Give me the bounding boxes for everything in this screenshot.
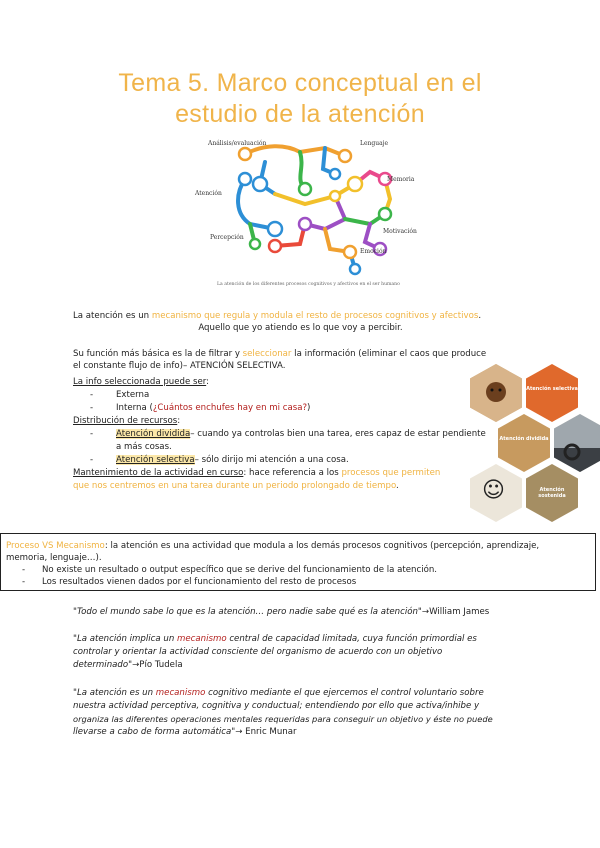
proceso-bullet-1: - No existe un resultado o output específico que se derive del funcionamiento de la atención. (22, 565, 438, 575)
dist-item-selectiva: - Atención selectiva– sólo dirijo mi atención a una cosa. (90, 455, 349, 465)
hex-label-selectiva: Atención selectiva (526, 386, 578, 392)
title-line-1: Tema 5. Marco conceptual en el (118, 69, 482, 97)
info-heading: La info seleccionada puede ser: (73, 377, 210, 387)
function-line-1: Su función más básica es la de filtrar y seleccionar la información (eliminar el caos que produce (73, 349, 487, 359)
mantenimiento-line-1: Mantenimiento de la actividad en curso: hace referencia a los procesos que permiten (73, 468, 441, 478)
hex-label-dividida: Atención dividida (499, 436, 549, 442)
quote-munar-line-4: llevarse a cabo de forma automática"→ Enric Munar (73, 727, 297, 737)
page-title (0, 68, 600, 130)
intro-statement: Aquello que yo atiendo es lo que voy a percibir. (198, 323, 403, 333)
brain-label-emocion: Emoción (360, 248, 387, 255)
intro-paragraph: La atención es un mecanismo que regula y modula el resto de procesos cognitivos y afectivos. (73, 311, 482, 321)
proceso-mecanismo-line-2: memoria, lenguaje…). (6, 553, 102, 563)
brain-label-analisis: Análisis/evaluación (208, 140, 267, 147)
dog-photo-icon (470, 364, 522, 422)
info-item-externa: - Externa (90, 390, 150, 400)
hex-atencion-selectiva (526, 364, 578, 422)
quote-munar-line-1: "La atención es un mecanismo cognitivo mediante el que ejercemos el control voluntario sobre (73, 688, 484, 698)
hex-photo-dog (470, 364, 522, 422)
title-line-2: estudio de la atención (175, 100, 425, 128)
proceso-bullet-2: - Los resultados vienen dados por el funcionamiento del resto de procesos (22, 577, 357, 587)
info-item-interna: - Interna (¿Cuántos enchufes hay en mi casa?) (90, 403, 311, 413)
brain-label-percepcion: Percepción (210, 234, 244, 241)
brain-label-memoria: Memoria (387, 176, 415, 183)
brain-network-illustration (205, 134, 435, 294)
attention-hexagons (468, 364, 600, 528)
hex-label-sostenida: Atención sostenida (538, 487, 566, 499)
dist-item-dividida-cont: a más cosas. (116, 442, 172, 452)
brain-label-lenguaje: Lenguaje (360, 140, 389, 147)
proceso-mecanismo-line-1: Proceso VS Mecanismo: la atención es una actividad que modula a los demás procesos cognitivos (percepción, aprendizaje, (6, 541, 540, 551)
brain-label-atencion: Atención (195, 190, 222, 197)
dist-heading: Distribución de recursos: (73, 416, 181, 426)
dist-item-dividida: - Atención dividida– cuando ya controlas bien una tarea, eres capaz de estar pendiente (90, 429, 486, 439)
hex-photo-car (554, 414, 600, 472)
car-dashboard-photo-icon (554, 414, 600, 472)
hex-atencion-dividida (498, 414, 550, 472)
brain-label-motivacion: Motivación (383, 228, 417, 235)
brain-diagram (195, 134, 435, 294)
quote-munar-line-2: nuestra actividad perceptiva, cognitiva y conductual; entendiendo por ello que activa/inhibe y (73, 701, 480, 711)
quote-tudela-line-3: determinado"→Pío Tudela (73, 660, 183, 670)
quote-tudela-line-1: "La atención implica un mecanismo central de capacidad limitada, cuya función primordial es (73, 634, 477, 644)
quote-william-james: "Todo el mundo sabe lo que es la atención… pero nadie sabe qué es la atención"→William James (73, 607, 490, 617)
mantenimiento-line-2: que nos centremos en una tarea durante un periodo prolongado de tiempo. (73, 481, 399, 491)
function-line-2: el constante flujo de info)– ATENCIÓN SELECTIVA. (73, 361, 286, 371)
smiley-icon: ☺ (482, 478, 505, 503)
brain-caption: La atención de los diferentes procesos cognitivos y afectivos en el ser humano (217, 282, 400, 287)
quote-tudela-line-2: controlar y orientar la actividad consciente del organismo de acuerdo con un objetivo (73, 647, 443, 657)
quote-munar-line-3: organiza las diferentes operaciones mentales requeridas para conseguir un objetivo y éste no puede (73, 714, 493, 724)
intro-highlight: mecanismo que regula y modula el resto de procesos cognitivos y afectivos (151, 311, 479, 321)
